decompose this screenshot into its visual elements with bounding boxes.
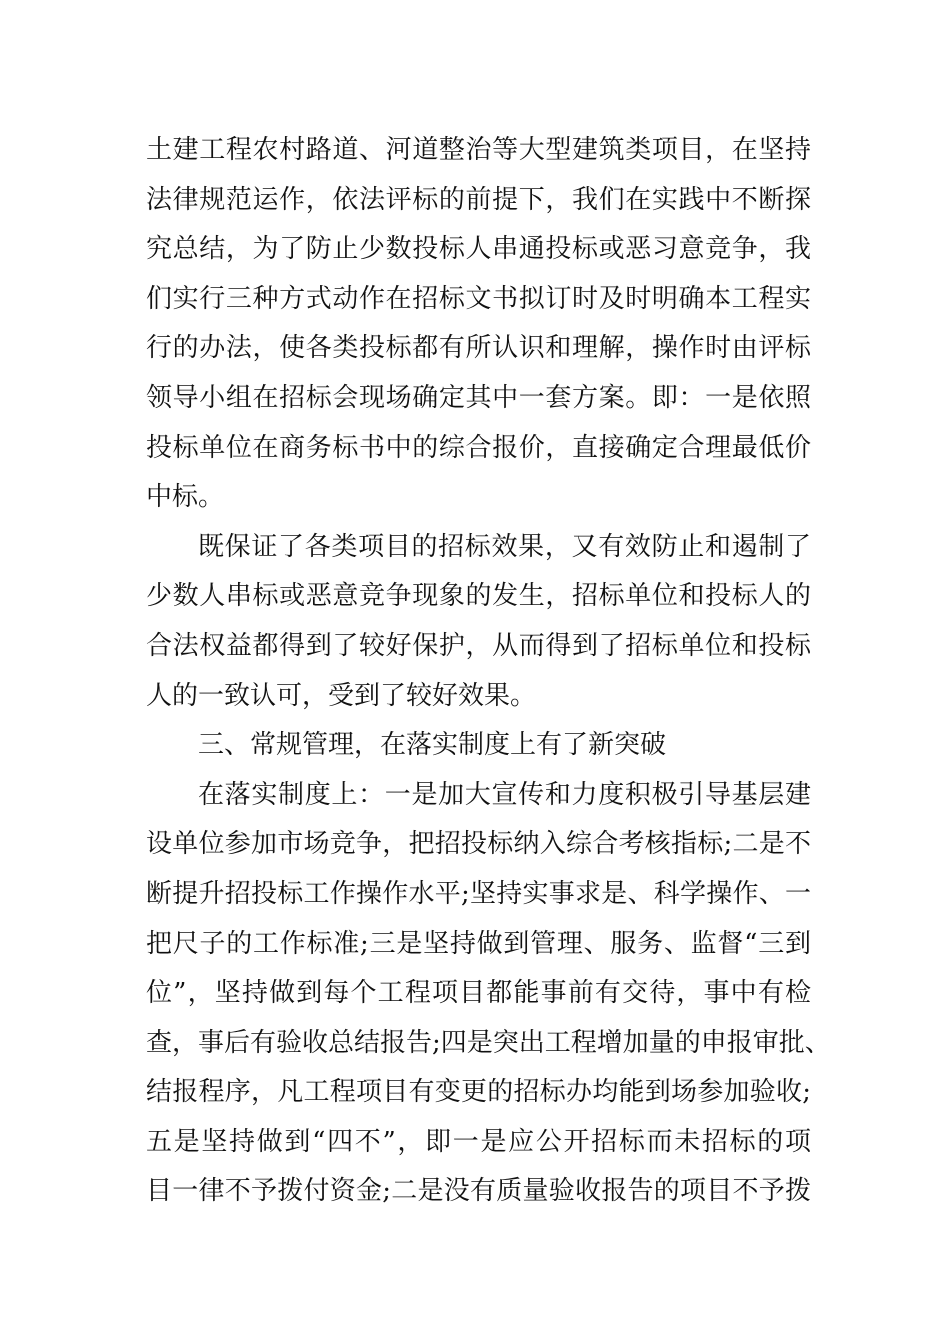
text-line: 土建工程农村路道、河道整治等大型建筑类项目，在坚持	[146, 135, 811, 165]
text-line: 中标。	[146, 482, 225, 513]
body-text	[146, 126, 831, 1217]
text-line: 们实行三种方式动作在招标文书拟订时及时明确本工程实	[146, 283, 811, 314]
text-line: 法律规范运作，依法评标的前提下，我们在实践中不断探	[146, 184, 811, 215]
text-line: 领导小组在招标会现场确定其中一套方案。即：一是依照	[146, 382, 811, 413]
text-line: 设单位参加市场竞争，把招投标纳入综合考核指标;二是不	[146, 829, 811, 860]
text-line: 合法权益都得到了较好保护，从而得到了招标单位和投标	[146, 630, 811, 661]
text-line: 在落实制度上：一是加大宣传和力度积极引导基层建	[198, 779, 811, 810]
text-line: 查，事后有验收总结报告;四是突出工程增加量的申报审批、	[146, 1027, 831, 1058]
text-line: 三、常规管理，在落实制度上有了新突破	[198, 730, 667, 761]
text-line: 五是坚持做到“四不”，即一是应公开招标而未招标的项	[146, 1126, 811, 1157]
text-line: 位”，坚持做到每个工程项目都能事前有交待，事中有检	[146, 978, 811, 1009]
text-line: 行的办法，使各类投标都有所认识和理解，操作时由评标	[146, 333, 811, 364]
text-line: 既保证了各类项目的招标效果，又有效防止和遏制了	[198, 531, 811, 562]
text-line: 投标单位在商务标书中的综合报价，直接确定合理最低价	[146, 432, 811, 463]
text-line: 断提升招投标工作操作水平;坚持实事求是、科学操作、一	[146, 878, 811, 909]
text-line: 结报程序，凡工程项目有变更的招标办均能到场参加验收;	[146, 1077, 811, 1108]
text-line: 目一律不予拨付资金;二是没有质量验收报告的项目不予拨	[146, 1176, 811, 1207]
text-line: 究总结，为了防止少数投标人串通投标或恶习意竞争，我	[146, 234, 811, 265]
text-line: 少数人串标或恶意竞争现象的发生，招标单位和投标人的	[146, 581, 811, 612]
text-line: 人的一致认可，受到了较好效果。	[146, 680, 537, 711]
text-line: 把尺子的工作标准;三是坚持做到管理、服务、监督“三到	[146, 928, 811, 959]
